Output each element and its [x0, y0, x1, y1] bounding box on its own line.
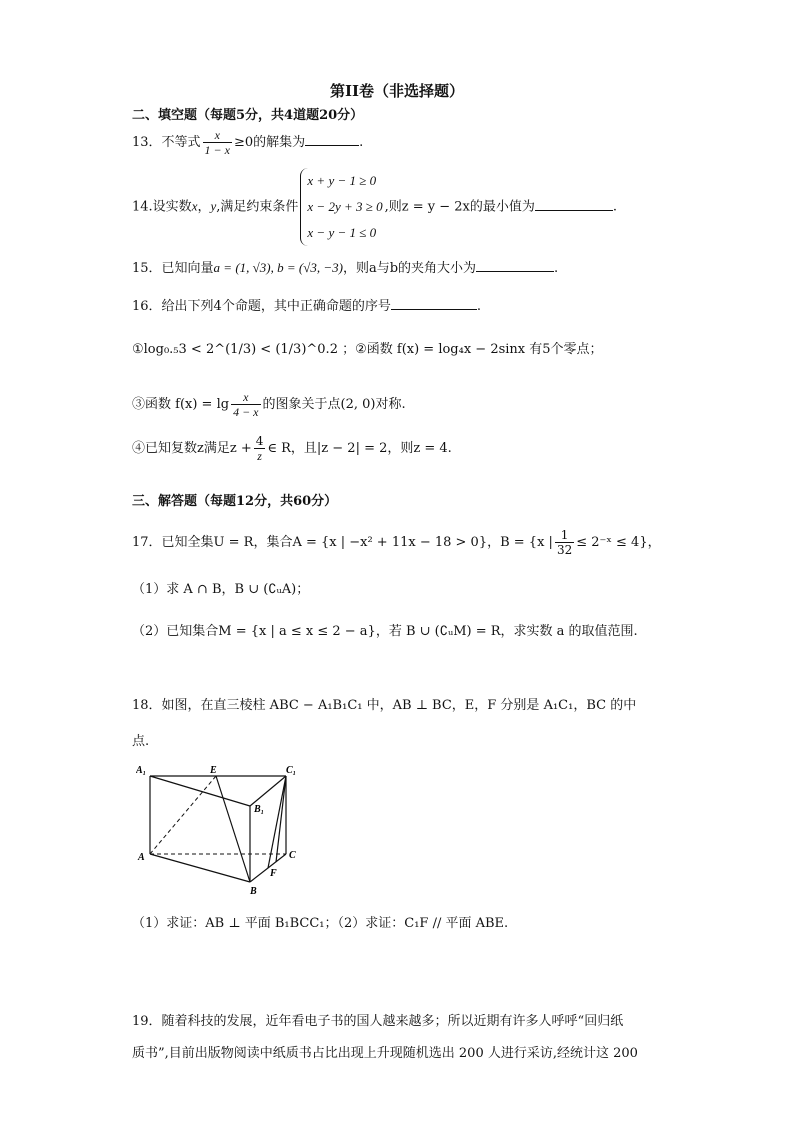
q18-parts: （1）求证：AB ⊥ 平面 B₁BCC₁；（2）求证：C₁F // 平面 ABE.	[132, 916, 509, 931]
part-title: 第II卷（非选择题）	[329, 82, 465, 100]
q17-line1-a: 17．已知全集U = R，集合A = {x | −x² + 11x − 18 > 0}，B = {x |	[132, 535, 553, 550]
question-15	[132, 258, 558, 279]
p3-numerator: x	[231, 390, 260, 405]
label-C: C	[289, 850, 296, 861]
q13-denominator: 1 − x	[204, 143, 230, 157]
q17-denominator: 32	[556, 543, 573, 557]
p4-numerator: 4	[255, 434, 264, 448]
label-F: F	[270, 868, 277, 879]
q14-constraint-1: x + y − 1 ≥ 0	[307, 173, 377, 188]
label-A: A	[138, 852, 145, 863]
q14-mid: ,满足约束条件	[216, 199, 299, 215]
p3-denominator: 4 − x	[233, 405, 259, 419]
q14-end: .	[612, 199, 618, 215]
q17-part-1: （1）求 A ∩ B，B ∪ (∁ᵤA)；	[132, 582, 310, 597]
q16-prefix: 16．给出下列4个命题，其中正确命题的序号	[132, 299, 391, 314]
p4-prefix: ④已知复数z满足z +	[132, 441, 252, 456]
p3-fraction	[231, 390, 260, 419]
q13-end: .	[359, 135, 364, 150]
q13-answer-blank[interactable]	[305, 132, 359, 146]
question-14	[132, 168, 617, 246]
p4-fraction	[254, 434, 266, 463]
p3-suffix: 的图象关于点(2, 0)对称.	[262, 397, 406, 412]
q15-prefix: 15．已知向量	[132, 261, 214, 276]
section-solution-heading: 三、解答题（每题12分，共60分）	[132, 494, 338, 509]
q14-var-y: y	[210, 198, 217, 214]
q14-constraint-system	[300, 168, 382, 246]
q14-var-x: x	[191, 198, 198, 214]
q13-prefix: 13．不等式	[132, 135, 201, 150]
q15-vectors: a = (1, √3), b = (√3, −3)	[213, 260, 343, 275]
p4-denominator: z	[257, 449, 262, 463]
q14-objective: ,则z = y − 2x的最小值为	[384, 199, 535, 215]
q14-prefix: 14.设实数	[132, 199, 192, 215]
question-13	[132, 128, 363, 157]
label-E: E	[210, 765, 217, 776]
q16-proposition-1-2: ①log₀.₅3 < 2^(1/3) < (1/3)^0.2 ；②函数 f(x) = log₄x − 2sinx 有5个零点；	[132, 342, 603, 357]
q14-sep: ，	[197, 199, 211, 215]
q17-line1-b: ≤ 2⁻ˣ ≤ 4}，	[576, 535, 661, 550]
p4-suffix: ∈ R，且|z − 2| = 2，则z = 4.	[267, 441, 452, 456]
q16-end: .	[476, 299, 481, 314]
q19-line-2: 质书”,目前出版物阅读中纸质书占比出现上升现随机选出 200 人进行采访,经统计这 200	[132, 1046, 638, 1061]
q17-part-2: （2）已知集合M = {x | a ≤ x ≤ 2 − a}，若 B ∪ (∁ᵤM) = R，求实数 a 的取值范围.	[132, 624, 638, 639]
q17-fraction	[555, 528, 574, 557]
q18-line-2: 点.	[132, 734, 150, 749]
q16-answer-blank[interactable]	[391, 296, 477, 310]
q17-numerator: 1	[555, 528, 574, 543]
q14-constraint-3: x − y − 1 ≤ 0	[307, 225, 377, 240]
q14-answer-blank[interactable]	[535, 197, 613, 211]
question-17	[132, 528, 661, 557]
section-fill-blank-heading: 二、填空题（每题5分，共4道题20分）	[132, 108, 364, 123]
q15-mid: ，则a与b的夹角大小为	[342, 261, 477, 276]
p3-prefix: ③函数 f(x) = lg	[132, 397, 230, 412]
q16-proposition-3	[132, 390, 406, 419]
label-B: B	[250, 886, 257, 896]
q15-answer-blank[interactable]	[476, 258, 554, 272]
q15-end: .	[554, 261, 559, 276]
q13-numerator: x	[203, 128, 232, 143]
label-A1: A₁	[136, 765, 147, 776]
q18-line-1: 18．如图，在直三棱柱 ABC − A₁B₁C₁ 中，AB ⊥ BC，E，F 分别是 A₁C₁，BC 的中	[132, 698, 637, 713]
q13-suffix: ≥0的解集为	[233, 135, 306, 150]
label-C1: C₁	[286, 765, 297, 776]
q19-line-1: 19．随着科技的发展，近年看电子书的国人越来越多；所以近期有许多人呼呼“回归纸	[132, 1014, 624, 1029]
prism-figure	[136, 762, 316, 896]
label-B1: B₁	[254, 804, 265, 815]
q14-constraint-2: x − 2y + 3 ≥ 0	[307, 199, 383, 214]
question-16	[132, 296, 481, 317]
q13-fraction	[203, 128, 232, 157]
q16-proposition-4	[132, 434, 452, 463]
